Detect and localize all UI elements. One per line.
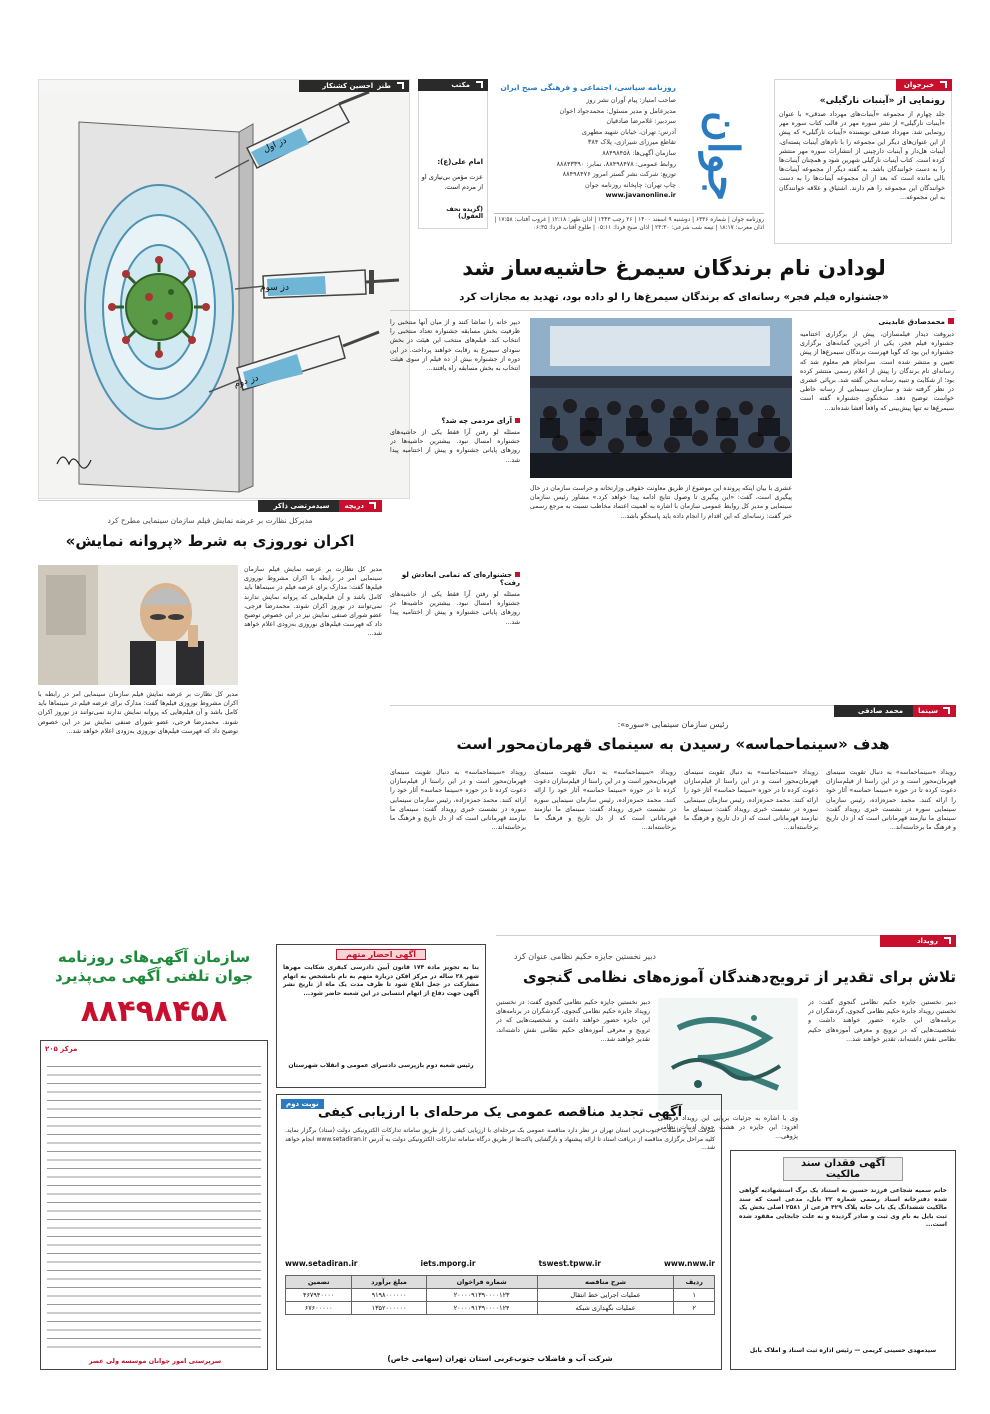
quote-box-tag-label: مکتب <box>451 81 470 89</box>
cartoon-tag-label: طنز <box>377 82 391 90</box>
table-cell: عملیات اجرایی خط انتقال <box>537 1289 674 1302</box>
table-row <box>286 1302 715 1315</box>
license-col2: مدیر کل نظارت بر عرضه نمایش فیلم سازمان سینمایی امر در رابطه با اکران مشروط نوروزی فیلم‌ها گفت: مدارک برای عرضه فیلم در سینماها باید کامل باشد و آن فیلم‌هایی که پروانه نمایش ندارند نمی‌توانند در نوروز اکران شوند. محمدرضا فرجی، عضو شورای صنفی نمایش نیز در این خصوص توضیح داد که فهرست فیلم‌های نوروزی به‌زودی اعلام خواهد شد... <box>38 691 238 735</box>
license-tag-text: دریچه <box>344 502 364 510</box>
lead-col3-subhead <box>390 417 520 425</box>
lead-col3-subhead-text: آرای مردمی چه شد؟ <box>441 417 512 425</box>
ceremony-photo <box>530 318 792 478</box>
license-tag-label <box>339 500 382 512</box>
notice-1-body: بنا به تجویز ماده ۱۷۴ قانون آیین دادرسی کیفری شکایت مهرها شهر ۲۸ ساله در مرکز افکن درباره متهم به نام نامشخص به اتهام مشارکت در جعل ابلاغ شود تا ظرف مدت یک ماه از تاریخ نشر آگهی جهت دفاع از اتهام انتسابی در این شعبه حاضر شود... <box>283 964 479 997</box>
masthead-info-line: روابط عمومی: ۸۸۴۹۸۴۷۸، نمابر: ۸۸۸۴۳۳۹۰ <box>556 159 676 168</box>
lead-col3-subhead-text-2: جشنواره‌ای که تمامی ابعادش لو رفت؟ <box>401 571 520 587</box>
tender-body: شرکت آب و فاضلاب جنوب‌غربی استان تهران در نظر دارد مناقصه عمومی یک مرحله‌ای با ارزیابی کیفی را از طریق سامانه تدارکات الکترونیکی دولت (ستاد) برگزار نماید. کلیه مراحل برگزاری مناقصه از دریافت اسناد تا ارائه پیشنهاد و بازگشایی پاکت‌ها از طریق درگاه سامانه تدارکات الکترونیکی دولت به آدرس www.setadiran.ir انجام خواهد شد... <box>285 1127 715 1151</box>
virus-icon <box>108 256 210 358</box>
table-header-cell: مبلغ برآورد <box>352 1276 426 1289</box>
notice-1-title: آگهی احضار متهم <box>336 949 426 960</box>
corner-arrow-icon <box>941 706 951 716</box>
lead-photo <box>530 318 792 478</box>
corner-arrow-icon <box>942 936 952 946</box>
portrait-photo <box>38 565 238 685</box>
cinema-col4: رویداد «سینماحماسه» به دنبال تقویت سینمای قهرمان‌محور است و در این راستا از فیلم‌سازان دعوت کرده تا در حوزه «سینما حماسه» آثار خود را ارائه کنند. محمد حمزه‌زاده، رئیس سازمان سینمایی سوره در نشست خبری رویداد گفت: سینمای ما نیازمند قهرمانانی است که از دل تاریخ و فرهنگ ما برخاسته‌اند... <box>390 769 526 832</box>
cartoon-panel <box>38 79 410 499</box>
lost-deed-body: خانم سمیه شجاعی فرزند حسین به استناد یک برگ استشهادیه گواهی شده دفترخانه اسناد رسمی شماره ۲۲ بابل، مدعی است که سند مالکیت ششدانگ یک باب خانه پلاک ۴۲۹ فرعی از ۲۵۸۱ اصلی بخش یک ثبت بابل به نام وی ثبت و صادر گردیده و به علت جابجایی مفقود شده است... <box>739 1187 947 1228</box>
table-cell: ۲۰۰۰۰۹۱۳۹۰۰۰۰۱۲۴ <box>426 1302 537 1315</box>
quote-author: امام علی(ع): <box>437 158 483 166</box>
table-cell: ۲ <box>674 1302 715 1315</box>
license-author: سیدمرتضی ذاکر <box>273 502 330 510</box>
cinema-kicker: رئیس سازمان سینمایی «سوره»: <box>617 720 729 729</box>
tender-title: آگهی تجدید مناقصه عمومی یک مرحله‌ای با ارزیابی کیفی <box>317 1105 683 1120</box>
masthead-info-line: صاحب امتیاز: پیام آوران نشر روز <box>586 96 676 104</box>
table-header-cell: شماره فراخوان <box>426 1276 537 1289</box>
event-kicker: دبیر نخستین جایزه حکیم نظامی عنوان کرد <box>513 952 656 961</box>
syringe-label: دز سوم <box>260 283 289 293</box>
cartoon-illustration <box>39 92 410 498</box>
corner-arrow-icon <box>474 80 484 90</box>
cinema-title: هدف «سینماحماسه» رسیدن به سینمای قهرمان‌محور است <box>456 735 890 753</box>
tender-site[interactable]: www.nww.ir <box>663 1259 715 1268</box>
news-box-tag <box>896 79 952 91</box>
news-box-title: رونمایی از «آینبات نارگیلی» <box>819 96 945 106</box>
masthead-logo <box>682 79 764 234</box>
table-header-cell: شرح مناقصه <box>537 1276 674 1289</box>
notice-2-footer: سرپرستی امور جوانان موسسه ولی عصر <box>88 1357 222 1365</box>
masthead-subtitle: روزنامه سیاسی، اجتماعی و فرهنگی صبح ایران <box>500 83 676 92</box>
masthead <box>494 79 764 239</box>
logo-text: جوان <box>699 111 748 202</box>
quote-box <box>418 79 488 229</box>
masthead-info-line: آدرس: تهران، خیابان شهید مطهری <box>581 127 676 136</box>
syringe-label: دز دوم <box>232 373 260 390</box>
event-tag <box>880 935 956 947</box>
cartoon-tag <box>299 80 409 92</box>
cinema-tag-label <box>913 705 956 717</box>
table-cell: عملیات نگهداری شبکه <box>537 1302 674 1315</box>
tender-sites <box>285 1259 715 1268</box>
masthead-info-line: چاپ تهران: چاپخانه روزنامه جوان <box>585 180 676 189</box>
cinema-col1: رویداد «سینماحماسه» به دنبال تقویت سینمای قهرمان‌محور است و در این راستا از فیلم‌سازان دعوت کرده تا در حوزه «سینما حماسه» آثار خود را ارائه کنند. محمد حمزه‌زاده، رئیس سازمان سینمایی سوره در نشست خبری رویداد گفت: سینمای ما نیازمند قهرمانانی است که از دل تاریخ و فرهنگ ما برخاسته‌اند... <box>826 769 956 832</box>
lead-col3-text-2: مسئله لو رفتن آرا فقط یکی از حاشیه‌های جشنواره امسال نبود. بیشترین حاشیه‌ها در روزهای پایانی جشنواره و پیش از اختتامیه پیدا شد... <box>390 429 520 464</box>
table-header-cell: ردیف <box>674 1276 715 1289</box>
syringe-label: دز اول <box>261 135 289 156</box>
license-photo <box>38 565 238 685</box>
event-title: تلاش برای تقدیر از ترویج‌دهندگان آموزه‌های نظامی گنجوی <box>523 968 956 986</box>
table-header-row <box>286 1276 715 1289</box>
event-col2: دبیر نخستین جایزه حکیم نظامی گنجوی گفت: در نخستین رویداد جایزه حکیم نظامی گنجوی، گردشگران در برنامه‌های این جایزه حضور خواهند داشت و شخصیت‌هایی که در ترویج و معرفی آموزه‌های حکیم نظامی نقش داشته‌اند، تقدیر خواهند شد... <box>496 999 650 1043</box>
table-cell: ۱ <box>674 1289 715 1302</box>
masthead-info-line: سردبیر: غلامرضا صادقیان <box>606 117 676 126</box>
notice-ad-2 <box>40 1040 268 1370</box>
table-cell: ۱۳۵۲۰۰۰۰۰۰ <box>352 1302 426 1315</box>
masthead-info <box>494 95 676 201</box>
byline-square-icon <box>948 318 954 324</box>
notice-1-footer: رئیس شعبه دوم بازپرسی دادسرای عمومی و انقلاب شهرستان <box>288 1062 474 1069</box>
masthead-info-line: توزیع: شرکت نشر گستر امروز ۸۸۴۹۸۴۷۶ <box>562 170 676 179</box>
corner-arrow-icon <box>938 80 948 90</box>
subhead-square-icon <box>515 418 520 423</box>
news-box-body: جلد چهارم از مجموعه «آینبات‌های مهرداد صدقی» با عنوان «آینبات نارگیلی» از نشر سوره مهر در قالب کتاب سوره مهر رونمایی شد. مهرداد صدقی نویسنده «آینبات نارگیلی» که پیش از این عنوان‌های دیگر این مجموعه را با نام‌های آینبات پسته‌ای، آینبات هل‌دار و آینبات دارچینی از انتشارات سوره مهر منتشر کرده است. کتاب آینبات نارگیلی شهرین شود و همچنان آینبات‌ها را به دست خوانندگان باشد. به گفته دیگر از مجموعه آینبات‌ها بالی مانده است که بعد از آن مجموعه آینبات‌ها را به دست خوانندگان این مجموعه را هم دارند. اشتیاق و علاقه خوانندگان به این مجموعه... <box>779 111 945 201</box>
lost-deed-footer: سیدمهدی حسینی کریمی — رئیس اداره ثبت اسناد و املاک بابل <box>749 1347 937 1354</box>
license-kicker: مدیرکل نظارت بر عرضه نمایش فیلم سازمان سینمایی مطرح کرد <box>107 516 313 525</box>
license-col1: مدیر کل نظارت بر عرضه نمایش فیلم سازمان سینمایی امر در رابطه با اکران مشروط نوروزی فیلم‌ها گفت: مدارک برای عرضه فیلم در سینماها باید کامل باشد و آن فیلم‌هایی که پروانه نمایش ندارند نمی‌توانند در نوروز اکران شوند. محمدرضا فرجی، عضو شورای صنفی نمایش نیز در این خصوص توضیح داد که فهرست فیلم‌های نوروزی به‌زودی اعلام خواهد شد... <box>244 566 382 638</box>
tender-site[interactable]: tswest.tpww.ir <box>538 1259 601 1268</box>
recruit-ad-title: سازمان آگهی‌های روزنامه جوان تلفنی آگهی می‌پذیرد <box>54 948 254 985</box>
masthead-website[interactable]: www.javanonline.ir <box>605 191 676 200</box>
masthead-info-line: سازمان آگهی‌ها: ۸۸۴۹۸۴۵۸ <box>602 148 676 157</box>
tender-badge: نوبت دوم <box>281 1099 324 1109</box>
divider <box>390 310 956 311</box>
tender-site[interactable]: www.setadiran.ir <box>285 1259 358 1268</box>
notice-ad-1 <box>276 944 486 1088</box>
corner-arrow-icon <box>367 501 377 511</box>
tender-footer: شرکت آب و فاضلاب جنوب‌غربی استان تهران (سهامی خاص) <box>387 1354 613 1363</box>
license-title: اکران نوروزی به شرط «پروانه نمایش» <box>65 532 355 550</box>
table-cell: ۴۶۷۹۴۰۰۰۰ <box>286 1289 352 1302</box>
news-box-tag-label: خبرجوان <box>903 81 934 89</box>
masthead-info-line: تقاطع میرزای شیرازی، پلاک ۳۸۴ <box>587 138 676 147</box>
lead-title: لودادن نام برندگان سیمرغ حاشیه‌ساز شد <box>462 256 886 280</box>
lead-col3-text: دیپر خانه را تماشا کنند و از میان آنها منتخبی را ظرفیت بخش مسابقه جشنواره تعداد منتخبی را انتخاب کند. فیلم‌های منتخب این هیئت در بخش سودای سیمرغ به رقابت خواهند پرداخت. در این دوره از جشنواره بیش از ده فیلم از سوی هیئت انتخاب به بخش مسابقه راه یافتند... <box>390 319 520 373</box>
table-cell: ۹۱۹۸۰۰۰۰۰۰ <box>352 1289 426 1302</box>
cinema-col2: رویداد «سینماحماسه» به دنبال تقویت سینمای قهرمان‌محور است و در این راستا از فیلم‌سازان دعوت کرده تا در حوزه «سینما حماسه» آثار خود را ارائه کنند. محمد حمزه‌زاده، رئیس سازمان سینمایی سوره در نشست خبری رویداد گفت: سینمای ما نیازمند قهرمانانی است که از دل تاریخ و فرهنگ ما برخاسته‌اند... <box>684 769 818 832</box>
lost-deed-title: آگهی فقدان سند مالکیت <box>783 1157 903 1181</box>
cinema-col3: رویداد «سینماحماسه» به دنبال تقویت سینمای قهرمان‌محور است و در این راستا از فیلم‌سازان دعوت کرده تا در حوزه «سینما حماسه» آثار خود را ارائه کنند. محمد حمزه‌زاده، رئیس سازمان سینمایی سوره در نشست خبری رویداد گفت: سینمای ما نیازمند قهرمانانی است که از دل تاریخ و فرهنگ ما برخاسته‌اند... <box>534 769 676 832</box>
cartoon-author: احسین کشنکار <box>322 82 374 90</box>
lead-col3-subhead-2 <box>390 571 520 587</box>
notice-2-lines <box>47 1061 261 1351</box>
lost-deed-ad <box>730 1150 956 1370</box>
event-tag-label: رویداد <box>916 937 938 945</box>
masthead-date-line: روزنامه جوان | شماره ۶۳۳۶ | دوشنبه ۹ اسفند ۱۴۰۰ | ۲۶ رجب ۱۴۴۳ | اذان ظهر: ۱۲:۱۸ | غروب آفتاب: ۱۷:۵۸ | اذان مغرب: ۱۸:۱۷ | نیمه شب شرعی: ۲۳:۳۰ | اذان صبح فردا: ۰۵:۱۱ | طلوع آفتاب فردا: ۰۶:۳۵ <box>494 213 764 232</box>
tender-ad <box>276 1094 722 1370</box>
table-row <box>286 1289 715 1302</box>
license-tag <box>258 500 382 512</box>
table-header-cell: تضمین <box>286 1276 352 1289</box>
tender-table <box>285 1275 715 1315</box>
cinema-author: محمد صادقی <box>857 707 904 715</box>
quote-source: (گزیده نحف العقول) <box>446 206 483 220</box>
event-col1: دبیر نخستین جایزه حکیم نظامی گنجوی گفت: در نخستین رویداد جایزه حکیم نظامی گنجوی، گردشگران در برنامه‌های این جایزه حضور خواهند داشت و شخصیت‌هایی که در ترویج و معرفی آموزه‌های حکیم نظامی نقش داشته‌اند، تقدیر خواهند شد... <box>808 999 956 1043</box>
table-cell: ۲۰۰۰۰۹۱۳۹۰۰۰۰۱۲۳ <box>426 1289 537 1302</box>
lead-col2: عشری با بیان اینکه پرونده این موضوع از طریق معاونت حقوقی وزارتخانه و حراست سازمان در حال پیگیری است، گفت: «این پیگیری تا وصول نتایج ادامه پیدا خواهد کرد.» مشاور رئیس سازمان سینمایی و مدیر کل روابط عمومی سازمان با اشاره به اهمیت اعتماد مخاطب نسبت به مرجع رسمی خبر گفت: رسانه‌ای که این اقدام را انجام داده باید پاسخگو باشد... <box>530 485 792 520</box>
cinema-tag <box>834 705 956 717</box>
lead-col3-text-3: مسئله لو رفتن آرا فقط یکی از حاشیه‌های جشنواره امسال نبود. بیشترین حاشیه‌ها در روزهای پایانی جشنواره و پیش از اختتامیه پیدا شد... <box>390 591 520 626</box>
lead-col3 <box>390 318 520 703</box>
lead-subtitle: «جشنواره فیلم فجر» رسانه‌ای که برندگان سیمرغ‌ها را لو داده بود، تهدید به مجازات کرد <box>459 292 889 303</box>
lead-col1: دیروقت دیدار فیلمسازان، پیش از برگزاری اختتامیه جشنواره فیلم فجر، یکی از آخرین گمانه‌های برگزاری جشنواره این بود که گویا فهرست برندگان سیمرغ‌ها از پیش تعیین و منتشر شده است. سرانجام هم معلوم شد که رسانه‌ای نام برندگان را پیش از اعلام رسمی منتشر کرده بود؛ از شکایت و تنبیه رسانه سخن گفته شد. برپائی عشری در نظر گرفته شد و سازمان سینمایی از رسانه خاطی خواست توضیح دهد. سخنگوی جشنواره گفته است سیمرغ‌ها نه تنها پیش‌بینی که واقعاً افشا شده‌اند... <box>800 331 954 412</box>
tender-site[interactable]: iets.mporg.ir <box>420 1259 476 1268</box>
subhead-square-icon <box>515 572 520 577</box>
lead-byline <box>800 318 954 326</box>
masthead-info-line: مدیرعامل و مدیر مسئول: محمدجواد اخوان <box>559 106 676 115</box>
quote-box-tag <box>418 79 488 91</box>
corner-arrow-icon <box>395 81 405 91</box>
quote-text: عزت مؤمن بی‌نیازی او از مردم است. <box>421 173 483 191</box>
cinema-tag-text: سینما <box>918 707 938 715</box>
notice-2-label: مرکز ۲۰۵ <box>45 1045 78 1053</box>
recruit-ad[interactable] <box>40 944 268 1034</box>
news-box <box>774 79 952 244</box>
recruit-ad-phone: ۸۸۴۹۸۴۵۸ <box>80 994 228 1029</box>
event-caption: وی با اشاره به جزئیات برپایی این رویداد فرهنگی افزود: این جایزه در هشت حوزه ادبیات نظامی پژوهی... <box>658 1115 798 1141</box>
lead-byline-name: محمدصادق عابدینی <box>878 318 945 326</box>
table-cell: ۶۷۶۰۰۰۰۰ <box>286 1302 352 1315</box>
